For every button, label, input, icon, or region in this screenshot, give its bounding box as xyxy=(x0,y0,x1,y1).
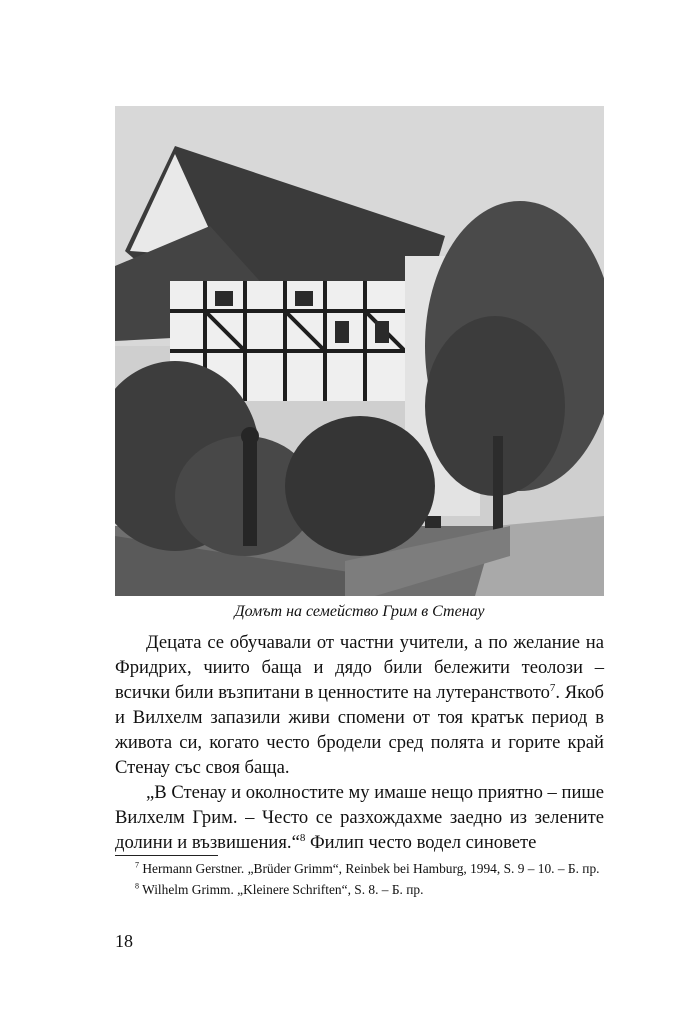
figure-caption: Домът на семейство Грим в Стенау xyxy=(234,603,485,620)
footnote-ref[interactable]: 7 xyxy=(549,681,556,694)
footnotes xyxy=(115,860,604,902)
footnote: $^7$ Hermann Gerstner. „Brüder Grimm“, Reinbek bei Hamburg, 1994, S. 9 – 10. – Б. пр. xyxy=(135,860,600,876)
house-photo xyxy=(115,106,604,596)
footnote-divider xyxy=(115,855,218,856)
footnote: $^8$ Wilhelm Grimm. „Kleinere Schriften“, S. 8. – Б. пр. xyxy=(135,881,424,897)
paragraph: „В Стенау и околностите му имаше нещо приятно – пише Вилхелм Грим. – Често се разхождахме заедно из зелените долини и възвишения.“$^8$ Филип често водел синовете xyxy=(115,782,604,853)
footnote-ref[interactable]: 8 xyxy=(299,831,306,844)
paragraph: Децата се обучавали от частни учители, а по желание на Фридрих, чиито баща и дядо били бележити теолози – всички били възпитани в ценностите на лутеранството$^7$. Якоб и Вилхелм запазили живи спомени от тоя кратък период в живота си, когато често бродели сред полята и горите край Стенау със своя баща. xyxy=(115,632,605,778)
body-text xyxy=(115,630,604,855)
page-number: 18 xyxy=(115,931,133,951)
